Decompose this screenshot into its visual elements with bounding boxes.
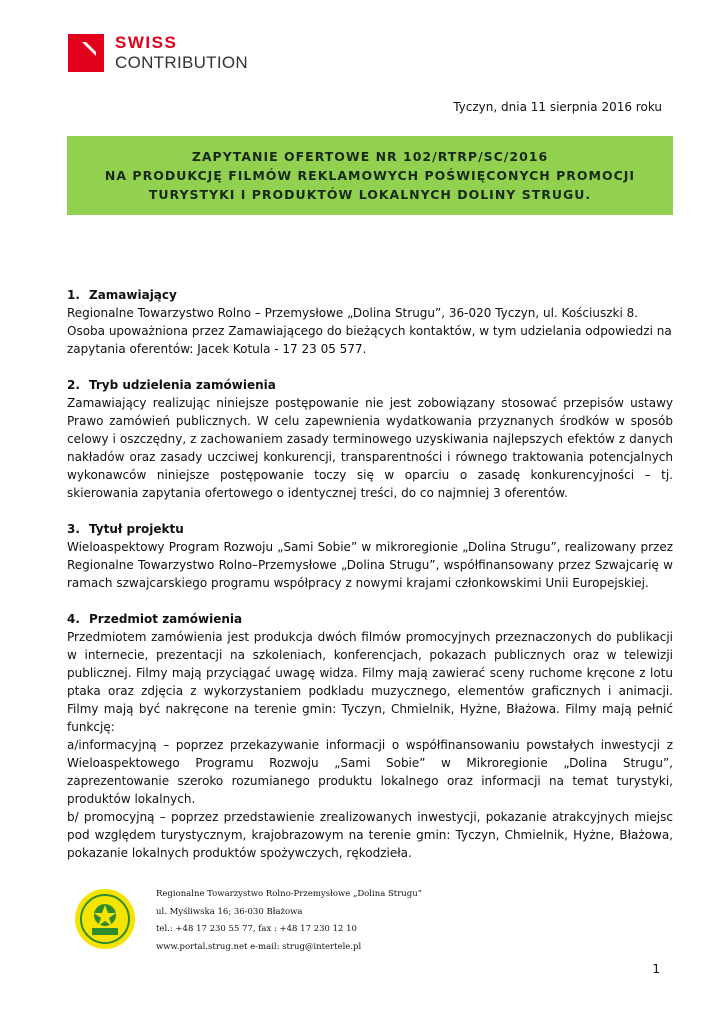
page-number: 1 xyxy=(652,962,660,976)
title-line-2: NA PRODUKCJĘ FILMÓW REKLAMOWYCH POŚWIĘCONYCH PROMOCJI xyxy=(104,168,636,183)
section-paragraph: Regionalne Towarzystwo Rolno – Przemysłowe „Dolina Strugu”, 36-020 Tyczyn, ul. Kościuszki 8. Osoba upoważniona przez Zamawiającego do bieżących kontaktów, w tym udzielania odpowiedzi na zapytania oferentów: Jacek Kotula - 17 23 05 577. xyxy=(67,306,672,356)
section-title: Tryb udzielenia zamówienia xyxy=(89,378,276,392)
section-przedmiot xyxy=(67,610,673,862)
page-footer xyxy=(74,886,674,956)
footer-phones: tel.: +48 17 230 55 77, fax : +48 17 230 12 10 xyxy=(156,924,357,934)
section-paragraph: Wieloaspektowy Program Rozwoju „Sami Sobie” w mikroregionie „Dolina Strugu”, realizowany przez Regionalne Towarzystwo Rolno–Przemysłowe „Dolina Strugu”, współfinansowany przez Szwajcarię w ramach szwajcarskiego programu współpracy z nowymi krajami członkowskimi Unii Europejskiej. xyxy=(67,540,673,590)
section-heading xyxy=(67,376,673,394)
section-title: Tytuł projektu xyxy=(89,522,184,536)
title-box xyxy=(67,136,673,215)
section-heading xyxy=(67,286,673,304)
footer-contact xyxy=(156,886,422,956)
footer-web: www.portal.strug.net e-mail: strug@intertele.pl xyxy=(156,941,362,952)
title-line-3: TURYSTYKI I PRODUKTÓW LOKALNYCH DOLINY STRUGU. xyxy=(148,187,592,202)
section-number: 1. xyxy=(67,288,80,302)
section-title: Zamawiający xyxy=(89,288,177,302)
logo-contribution-text: CONTRIBUTION xyxy=(115,53,248,72)
document-body xyxy=(67,286,673,880)
section-number: 2. xyxy=(67,378,80,392)
logo-swiss-text: SWISS xyxy=(115,33,178,52)
section-number: 4. xyxy=(67,612,80,626)
section-paragraph: b/ promocyjną – poprzez przedstawienie zrealizowanych inwestycji, pokazanie atrakcyjnych miejsc pod względem turystycznym, krajobrazowym na terenie gmin: Tyczyn, Chmielnik, Hyżne, Błażowa, pokazanie lokalnych produktów spożywczych, rękodzieła. xyxy=(67,810,673,860)
footer-org: Regionalne Towarzystwo Rolno-Przemysłowe „Dolina Strugu” xyxy=(156,889,423,899)
dolina-strugu-logo-icon xyxy=(74,888,136,950)
section-heading xyxy=(67,610,673,628)
section-paragraph: a/informacyjną – poprzez przekazywanie informacji o współfinansowaniu powstałych inwestycji z Wieloaspektowego Programu Rozwoju „Sami Sobie” w Mikroregionie „Dolina Strugu”, zaprezentowanie szeroko rozumianego produktu lokalnego oraz informacji na temat turystyki, produktów lokalnych. xyxy=(67,738,673,806)
swiss-cross-logo-icon xyxy=(68,34,104,72)
section-tryb xyxy=(67,376,673,502)
title-line-1: ZAPYTANIE OFERTOWE NR 102/RTRP/SC/2016 xyxy=(191,149,549,164)
document-date: Tyczyn, dnia 11 sierpnia 2016 roku xyxy=(453,100,662,114)
footer-address: ul. Myśliwska 16; 36-030 Błażowa xyxy=(156,906,303,917)
section-title: Przedmiot zamówienia xyxy=(89,612,243,626)
section-paragraph: Zamawiający realizując niniejsze postępowanie nie jest zobowiązany stosować przepisów ustawy Prawo zamówień publicznych. W celu zapewnienia wydatkowania przyznanych środków w sposób celowy i oszczędny, z zachowaniem zasady terminowego uzyskiwania najlepszych efektów z danych nakładów oraz zasady uczciwej konkurencji, transparentności i równego traktowania potencjalnych wykonawców niniejsze postępowanie toczy się w oparciu o zasadę konkurencyjności – tj. skierowania zapytania ofertowego o identycznej treści, do co najmniej 3 oferentów. xyxy=(67,396,673,500)
section-zamawiajacy xyxy=(67,286,673,358)
section-heading xyxy=(67,520,673,538)
section-number: 3. xyxy=(67,522,80,536)
section-paragraph: Przedmiotem zamówienia jest produkcja dwóch filmów promocyjnych przeznaczonych do publikacji w internecie, prezentacji na szkoleniach, konferencjach, pokazach publicznych oraz w telewizji publicznej. Filmy mają przyciągać uwagę widza. Filmy mają zawierać sceny ruchome kręcone z lotu ptaka oraz zdjęcia z wykorzystaniem podkladu muzycznego, elementów graficznych i animacji. Filmy mają być nakręcone na terenie gmin: Tyczyn, Chmielnik, Hyżne, Błażowa. Filmy mają pełnić funkcję: xyxy=(67,630,673,734)
section-tytul xyxy=(67,520,673,592)
